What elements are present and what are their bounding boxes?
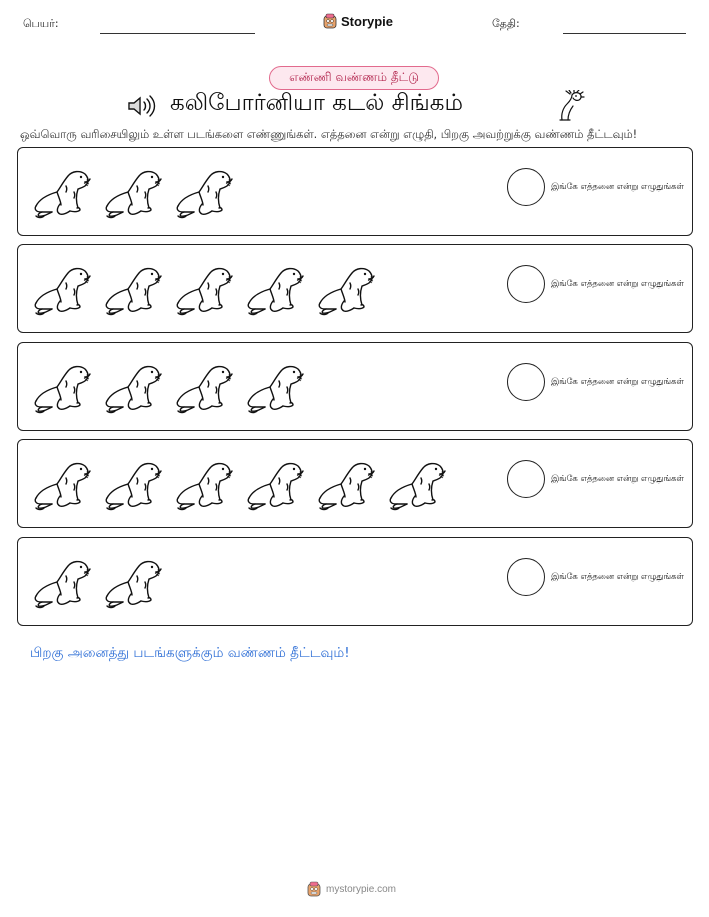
answer-hint: இங்கே எத்தனை என்று எழுதுங்கள் — [551, 181, 684, 191]
sea-lion-icon[interactable] — [243, 454, 305, 512]
sea-lion-icon[interactable] — [172, 162, 234, 220]
sea-lion-head-icon — [552, 90, 586, 122]
sea-lion-icon[interactable] — [385, 454, 447, 512]
site-url: mystorypie.com — [326, 883, 397, 895]
sea-lion-icon[interactable] — [30, 259, 92, 317]
answer-hint: இங்கே எத்தனை என்று எழுதுங்கள் — [551, 278, 684, 288]
sea-lion-icon[interactable] — [101, 552, 163, 610]
answer-hint: இங்கே எத்தனை என்று எழுதுங்கள் — [551, 376, 684, 386]
sea-lion-icon[interactable] — [101, 162, 163, 220]
storypie-logo — [323, 13, 393, 29]
sea-lion-icon[interactable] — [243, 357, 305, 415]
sea-lion-icon[interactable] — [30, 552, 92, 610]
speaker-icon[interactable] — [126, 94, 156, 118]
answer-circle[interactable] — [507, 460, 545, 498]
sea-lion-group — [30, 552, 163, 610]
counting-row-1 — [17, 147, 693, 236]
counting-row-2 — [17, 244, 693, 333]
sea-lion-icon[interactable] — [172, 259, 234, 317]
sea-lion-icon[interactable] — [101, 259, 163, 317]
sea-lion-icon[interactable] — [172, 454, 234, 512]
sea-lion-icon[interactable] — [243, 259, 305, 317]
counting-row-3 — [17, 342, 693, 431]
sea-lion-group — [30, 454, 447, 512]
sea-lion-icon[interactable] — [314, 259, 376, 317]
counting-row-4 — [17, 439, 693, 528]
name-label: பெயர்: — [23, 17, 59, 30]
answer-hint: இங்கே எத்தனை என்று எழுதுங்கள் — [551, 473, 684, 483]
instructions: ஒவ்வொரு வரிசையிலும் உள்ள படங்களை எண்ணுங்கள். எத்தனை என்று எழுதி, பிறகு அவற்றுக்கு வண்ணம் தீட்டவும்! — [20, 127, 638, 141]
answer-circle[interactable] — [507, 168, 545, 206]
sea-lion-icon[interactable] — [30, 357, 92, 415]
sea-lion-icon[interactable] — [101, 357, 163, 415]
sea-lion-icon[interactable] — [30, 162, 92, 220]
brand-name: Storypie — [341, 13, 394, 29]
answer-hint: இங்கே எத்தனை என்று எழுதுங்கள் — [551, 571, 684, 581]
title-row — [0, 90, 709, 122]
date-label: தேதி: — [492, 17, 520, 30]
answer-circle[interactable] — [507, 363, 545, 401]
sea-lion-icon[interactable] — [314, 454, 376, 512]
closing-instruction: பிறகு அனைத்து படங்களுக்கும் வண்ணம் தீட்டவும்! — [30, 645, 350, 661]
sea-lion-icon[interactable] — [101, 454, 163, 512]
answer-circle[interactable] — [507, 265, 545, 303]
sea-lion-icon[interactable] — [172, 357, 234, 415]
page-title: கலிபோர்னியா கடல் சிங்கம் — [170, 90, 463, 116]
sea-lion-group — [30, 357, 305, 415]
date-line[interactable] — [563, 33, 686, 34]
name-line[interactable] — [100, 33, 255, 34]
sea-lion-group — [30, 162, 234, 220]
sea-lion-group — [30, 259, 376, 317]
counting-row-5 — [17, 537, 693, 626]
sea-lion-icon[interactable] — [30, 454, 92, 512]
storypie-mascot-icon — [323, 13, 337, 29]
activity-badge: எண்ணி வண்ணம் தீட்டு — [269, 66, 439, 90]
site-footer — [307, 881, 396, 897]
storypie-mascot-icon — [307, 881, 321, 897]
answer-circle[interactable] — [507, 558, 545, 596]
